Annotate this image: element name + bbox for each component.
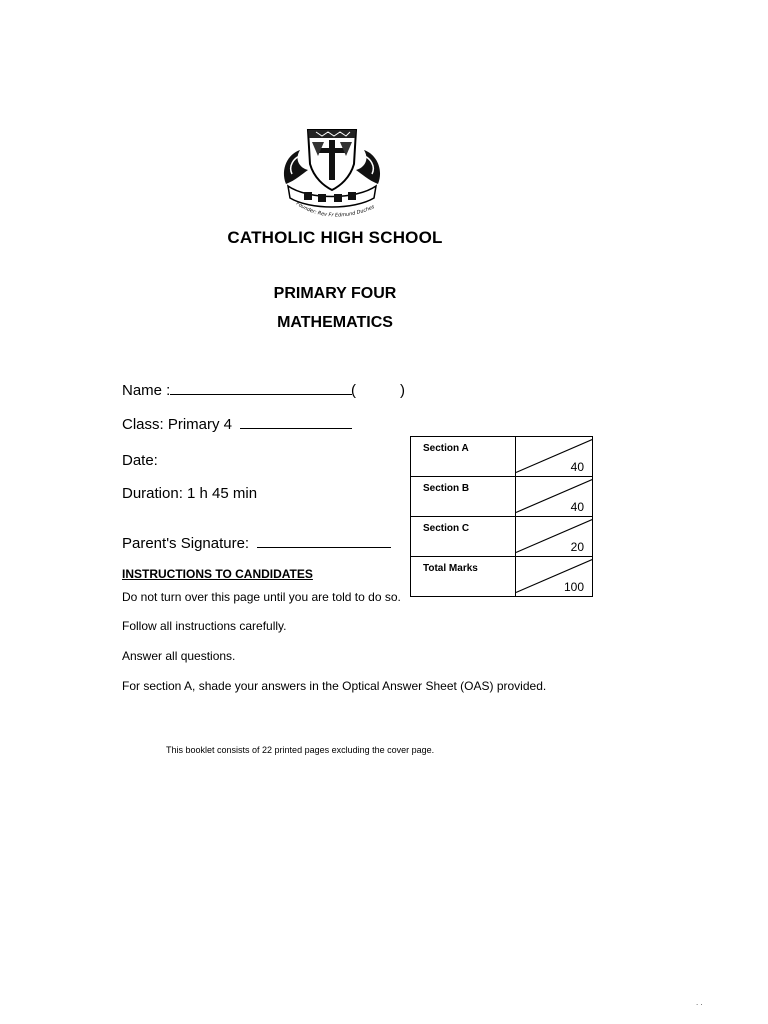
name-field: [122, 382, 352, 399]
marks-score-cell[interactable]: [515, 477, 592, 517]
duration-label: Duration: 1 h 45 min: [122, 485, 258, 502]
marks-score-cell[interactable]: [515, 517, 592, 557]
corner-marks: . .: [696, 998, 703, 1007]
date-label: Date:: [122, 452, 158, 469]
class-label: Class: Primary 4: [122, 416, 233, 433]
school-name: CATHOLIC HIGH SCHOOL: [227, 228, 443, 247]
instruction-item: Do not turn over this page until you are told to do so.: [122, 590, 401, 604]
booklet-page-count-note: This booklet consists of 22 printed pages excluding the cover page.: [166, 745, 435, 755]
parent-signature-label: Parent's Signature:: [122, 535, 250, 552]
register-number-close-paren: ): [400, 382, 405, 399]
marks-row-section-b: [411, 477, 593, 517]
school-crest-logo: [278, 124, 386, 220]
marks-max: 100: [563, 580, 584, 594]
marks-row-section-a: [411, 437, 593, 477]
class-field: [122, 416, 352, 433]
exam-level: PRIMARY FOUR: [273, 285, 397, 302]
name-label: Name :: [122, 382, 171, 399]
marks-max: 40: [570, 460, 584, 474]
marks-row-label: Total Marks: [411, 557, 516, 597]
instruction-item: Answer all questions.: [122, 649, 236, 663]
parent-signature-blank[interactable]: [257, 535, 391, 548]
date-field: [122, 452, 158, 469]
marks-max: 40: [570, 500, 584, 514]
instruction-item: Follow all instructions carefully.: [122, 619, 287, 633]
parent-signature-field: [122, 535, 391, 552]
marks-table: [410, 436, 593, 597]
class-blank[interactable]: [240, 416, 352, 429]
instructions-title: INSTRUCTIONS TO CANDIDATES: [122, 567, 313, 581]
marks-row-label: Section A: [411, 437, 516, 477]
name-blank[interactable]: [170, 382, 352, 395]
duration-field: [122, 485, 257, 502]
marks-row-label: Section C: [411, 517, 516, 557]
marks-row-label: Section B: [411, 477, 516, 517]
crest-motto-text: Founder: Rev Fr Edmund Duches: [294, 200, 376, 219]
register-number-open-paren: (: [351, 382, 356, 399]
marks-row-section-c: [411, 517, 593, 557]
marks-max: 20: [570, 540, 584, 554]
instruction-item: For section A, shade your answers in the Optical Answer Sheet (OAS) provided.: [122, 679, 547, 693]
exam-subject: MATHEMATICS: [277, 314, 393, 331]
marks-score-cell[interactable]: [515, 437, 592, 477]
